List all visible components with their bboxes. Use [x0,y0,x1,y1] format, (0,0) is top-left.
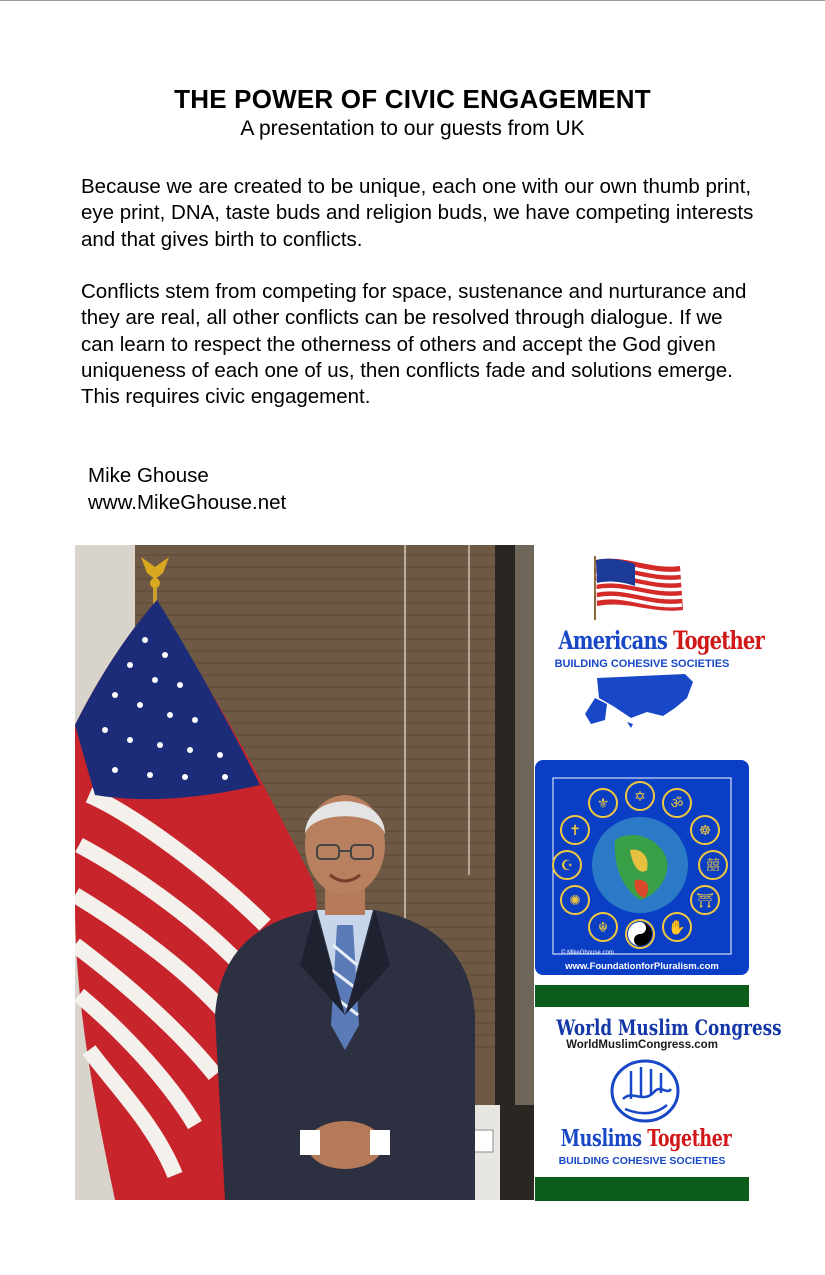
svg-text:☸: ☸ [698,823,712,839]
svg-text:☪: ☪ [560,858,574,874]
world-muslim-congress-logo [535,985,782,1201]
body-paragraph-1: Because we are created to be unique, each one with our own thumb print, eye print, DNA, taste buds and religion buds, we have competing interests and that gives birth to conflicts. [81,175,754,251]
svg-text:⛩: ⛩ [696,893,714,909]
calligraphy-emblem-icon [535,985,782,1201]
svg-text:✝: ✝ [569,823,581,839]
svg-text:囍: 囍 [706,858,720,874]
svg-text:✋: ✋ [668,920,686,936]
body-paragraph-2: Conflicts stem from competing for space, sustenance and nurturance and they are real, all other conflicts can be resolved through dialogue. If we can learn to respect the otherness of others and accept the God given uniqueness of each one of us, then conflicts fade and solutions emerge. This requires civic engagement. [81,280,747,409]
author-photo [75,545,534,1200]
green-band-bottom [535,1177,749,1201]
author-website: www.MikeGhouse.net [88,491,287,514]
foundation-for-pluralism-logo [535,760,749,975]
world-muslim-congress-title: World Muslim Congress [556,1015,782,1040]
top-border-line [0,0,825,1]
foundation-url: www.FoundationforPluralism.com [565,961,719,972]
world-muslim-congress-url: WorldMuslimCongress.com [566,1039,718,1051]
muslims-together-title: Muslims Together [560,1125,732,1152]
muslims-together-tagline: BUILDING COHESIVE SOCIETIES [558,1155,726,1167]
svg-text:ॐ: ॐ [670,796,684,812]
document-subtitle: A presentation to our guests from UK [240,117,585,140]
document-title: THE POWER OF CIVIC ENGAGEMENT [174,84,651,114]
americans-together-logo [535,548,765,743]
foundation-copyright: © MikeGhouse.com [561,950,614,956]
americans-together-title: Americans Together [558,626,765,655]
svg-text:✡: ✡ [634,789,646,805]
author-name: Mike Ghouse [88,464,209,487]
svg-text:✺: ✺ [569,893,581,909]
svg-text:☬: ☬ [598,920,608,936]
americans-together-tagline: BUILDING COHESIVE SOCIETIES [554,658,730,670]
svg-text:⚜: ⚜ [596,796,610,812]
